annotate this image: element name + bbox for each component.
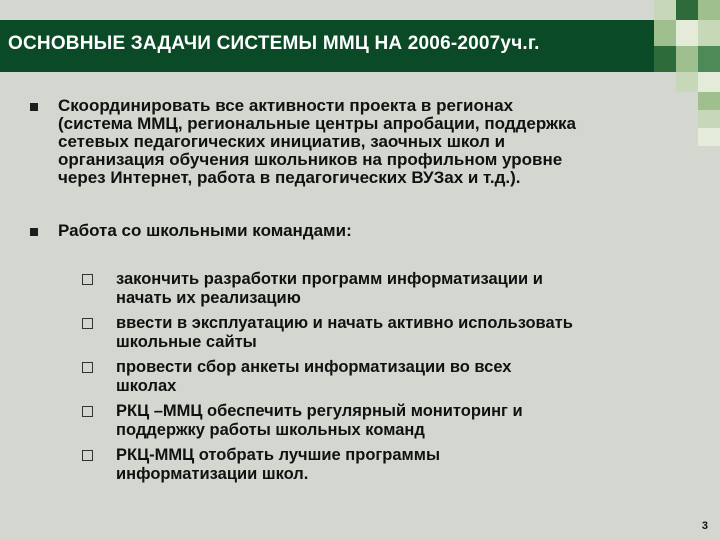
decor-square xyxy=(654,20,676,46)
sub-item-2-line-2: школьные сайты xyxy=(116,333,257,351)
decor-square xyxy=(654,0,676,20)
decor-square xyxy=(698,46,720,72)
decor-square xyxy=(676,46,698,72)
sub-item-1-line-1: закончить разработки программ информатизации и xyxy=(116,270,543,288)
decor-square xyxy=(698,0,720,20)
page-number: 3 xyxy=(701,520,708,532)
sub-item-1-line-2: начать их реализацию xyxy=(116,289,301,307)
bullet-1-line-5: через Интернет, работа в педагогических ВУЗах и т.д.). xyxy=(58,168,521,187)
decor-square xyxy=(698,128,720,146)
sub-item-3-line-1: провести сбор анкеты информатизации во всех xyxy=(116,358,512,376)
square-bullet-icon xyxy=(30,228,38,236)
decor-square xyxy=(698,72,720,92)
sub-item-3-line-2: школах xyxy=(116,377,177,395)
bullet-1-line-3: сетевых педагогических инициатив, заочных школ и xyxy=(58,132,506,151)
decor-square xyxy=(676,20,698,46)
bullet-1-line-1: Скоординировать все активности проекта в регионах xyxy=(58,96,514,115)
decor-square xyxy=(676,0,698,20)
sub-item-5-line-1: РКЦ-ММЦ отобрать лучшие программы xyxy=(116,446,441,464)
slide-title: ОСНОВНЫЕ ЗАДАЧИ СИСТЕМЫ ММЦ НА 2006-2007уч.г. xyxy=(8,33,540,54)
sub-item-4-line-1: РКЦ –ММЦ обеспечить регулярный мониторинг и xyxy=(116,402,523,420)
bullet-1-line-2: (система ММЦ, региональные центры апробации, поддержка xyxy=(58,114,576,133)
square-bullet-icon xyxy=(30,103,38,111)
checkbox-bullet-icon xyxy=(82,318,93,329)
checkbox-bullet-icon xyxy=(82,362,93,373)
checkbox-bullet-icon xyxy=(82,450,93,461)
bullet-2-line-1: Работа со школьными командами: xyxy=(58,221,352,240)
decor-square xyxy=(698,20,720,46)
decor-square xyxy=(654,46,676,72)
decor-square xyxy=(698,92,720,110)
checkbox-bullet-icon xyxy=(82,406,93,417)
sub-item-5-line-2: информатизации школ. xyxy=(116,465,309,483)
bullet-1-line-4: организация обучения школьников на профильном уровне xyxy=(58,150,563,169)
checkbox-bullet-icon xyxy=(82,274,93,285)
sub-item-2-line-1: ввести в эксплуатацию и начать активно использовать xyxy=(116,314,573,332)
decor-square xyxy=(698,110,720,128)
decor-square xyxy=(676,72,698,92)
sub-item-4-line-2: поддержку работы школьных команд xyxy=(116,421,425,439)
